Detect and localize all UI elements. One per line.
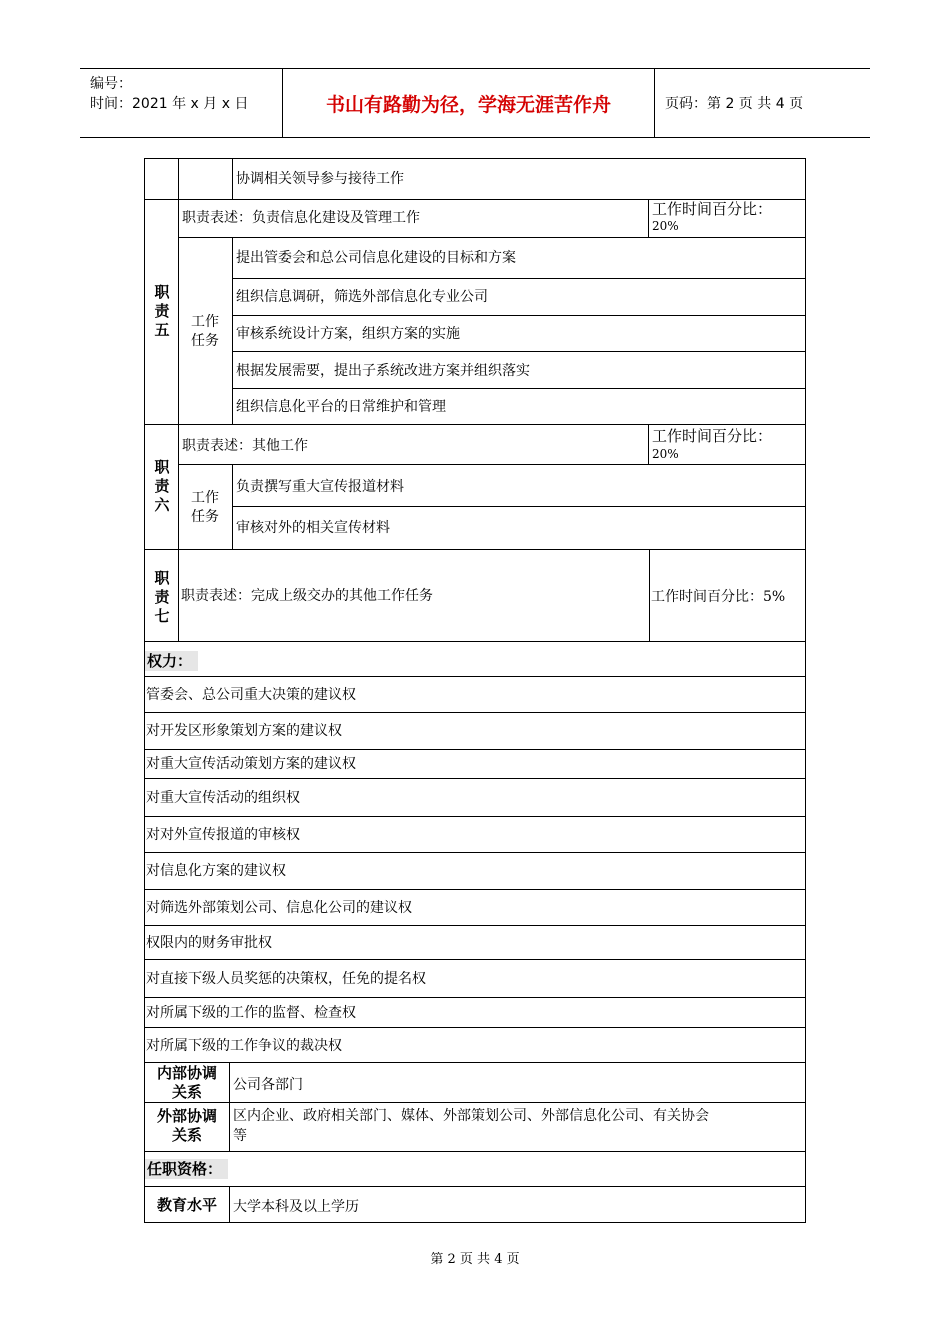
duty-5-description: 职责表述：负责信息化建设及管理工作 bbox=[182, 210, 420, 226]
qualifications-title: 任职资格： bbox=[145, 1159, 228, 1179]
education-label: 教育水平 bbox=[156, 1196, 217, 1214]
duty-5-task: 组织信息调研，筛选外部信息化专业公司 bbox=[236, 289, 488, 305]
doc-number-label: 编号： bbox=[90, 76, 132, 92]
power-item: 对重大宣传活动的组织权 bbox=[146, 790, 300, 806]
duty-5-task-label: 工作 任务 bbox=[191, 314, 219, 349]
power-item: 对所属下级的工作争议的裁决权 bbox=[146, 1038, 342, 1054]
power-item: 对开发区形象策划方案的建议权 bbox=[146, 723, 342, 739]
duty-5-task: 审核系统设计方案，组织方案的实施 bbox=[236, 326, 460, 342]
duty-6-time-label: 工作时间百分比： bbox=[652, 427, 773, 445]
duty-5-time-label: 工作时间百分比： bbox=[652, 200, 773, 218]
internal-relations-value: 公司各部门 bbox=[233, 1077, 303, 1093]
header-meta bbox=[80, 69, 283, 137]
duty-5-task: 提出管委会和总公司信息化建设的目标和方案 bbox=[236, 250, 516, 266]
internal-relations-label: 内部协调 关系 bbox=[156, 1064, 217, 1101]
duty-7-label: 职 责 七 bbox=[154, 569, 170, 625]
duty-7-description: 职责表述：完成上级交办的其他工作任务 bbox=[181, 588, 433, 604]
page-footer: 第 2 页 共 4 页 bbox=[430, 1252, 520, 1267]
duty-5-label: 职 责 五 bbox=[154, 283, 170, 339]
power-item: 对重大宣传活动策划方案的建议权 bbox=[146, 756, 356, 772]
power-item: 对信息化方案的建议权 bbox=[146, 863, 286, 879]
external-relations-value-cont: 等 bbox=[233, 1128, 247, 1144]
duty-5-task: 组织信息化平台的日常维护和管理 bbox=[236, 399, 446, 415]
power-item: 管委会、总公司重大决策的建议权 bbox=[146, 687, 356, 703]
duty-6-task-label: 工作 任务 bbox=[191, 490, 219, 525]
duty-6-time-value: 20% bbox=[652, 447, 679, 461]
header-page-code: 页码：第 2 页 共 4 页 bbox=[665, 96, 804, 112]
power-item: 权限内的财务审批权 bbox=[146, 935, 272, 951]
duty-5-time-value: 20% bbox=[652, 219, 679, 233]
carry-over-task: 协调相关领导参与接待工作 bbox=[236, 171, 404, 187]
job-description-table bbox=[144, 158, 806, 1223]
doc-time-label: 时间：2021 年 x 月 x 日 bbox=[90, 96, 249, 112]
education-value: 大学本科及以上学历 bbox=[233, 1199, 359, 1215]
duty-6-label: 职 责 六 bbox=[154, 458, 170, 514]
duty-7-time: 工作时间百分比：5% bbox=[651, 589, 786, 605]
duty-6-task: 负责撰写重大宣传报道材料 bbox=[236, 479, 404, 495]
power-item: 对对外宣传报道的审核权 bbox=[146, 827, 300, 843]
external-relations-value: 区内企业、政府相关部门、媒体、外部策划公司、外部信息化公司、有关协会 bbox=[233, 1108, 709, 1124]
header-motto: 书山有路勤为径，学海无涯苦作舟 bbox=[283, 69, 655, 137]
power-item: 对筛选外部策划公司、信息化公司的建议权 bbox=[146, 900, 412, 916]
page-header bbox=[80, 68, 870, 138]
power-item: 对所属下级的工作的监督、检查权 bbox=[146, 1005, 356, 1021]
external-relations-label: 外部协调 关系 bbox=[156, 1107, 217, 1144]
duty-6-description: 职责表述：其他工作 bbox=[182, 438, 308, 454]
duty-6-task: 审核对外的相关宣传材料 bbox=[236, 520, 390, 536]
duty-5-task: 根据发展需要，提出子系统改进方案并组织落实 bbox=[236, 363, 530, 379]
powers-title: 权力： bbox=[145, 651, 198, 671]
power-item: 对直接下级人员奖惩的决策权，任免的提名权 bbox=[146, 971, 426, 987]
